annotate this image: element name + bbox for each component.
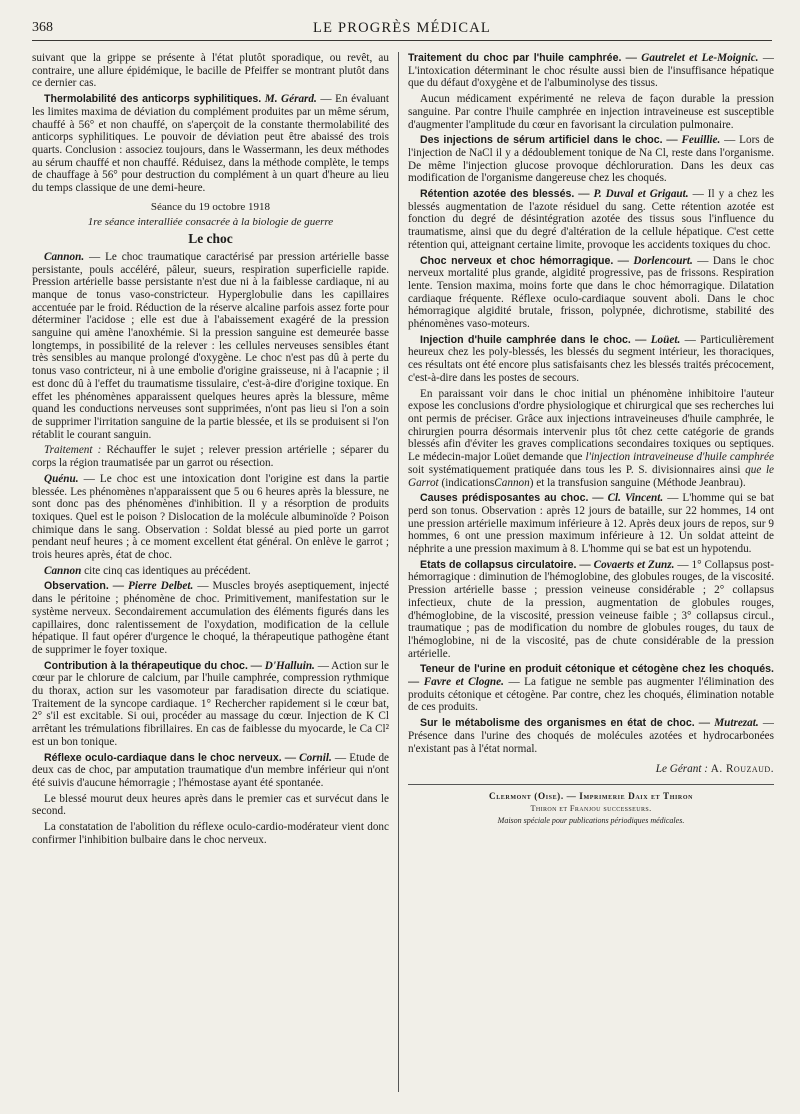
article-retention (408, 188, 774, 252)
article-author: — Dorlencourt. (617, 254, 693, 267)
article-choc-nerveux (408, 255, 774, 331)
article-author: — Loüet. (635, 333, 681, 346)
huile-paragraph-2: Aucun médicament expérimenté ne releva de façon durable la pression sanguine. Par contre l'huile camphrée en injection intraveineuse est susceptible d'augmenter l'amplitude du cœur en favorisant la circulation pulmonaire. (408, 93, 774, 131)
article-observation (32, 580, 389, 656)
article-author: — Pierre Delbet. (112, 580, 194, 593)
article-text: — Le choc est une intoxication dont l'origine est dans la partie blessée. Les phénomènes n'apparaissent que 5 ou 6 heures après la blessure, ne sont donc pas des phénomènes d'inhibition. Il y a résorption de produits toxiques. Quel est le poison ? Dislocation de la molécule albuminoïde ? Poison chimique dans le sang. Observation : Soldat blessé au pied porte un garrot pendant neuf heures ; à ce moment excellent état général. On enlève le garrot ; trois heures après, état de choc. (32, 472, 389, 562)
text-run: (indications (441, 476, 495, 489)
reflexe-paragraph-2: Le blessé mourut deux heures après dans le premier cas et survécut dans le second. (32, 792, 389, 818)
reflexe-paragraph-3: La constatation de l'abolition du réflexe oculo-cardio-modérateur vient donc confirmer l'inhibition bulbaire dans le choc nerveux. (32, 821, 389, 846)
article-title: Choc nerveux et choc hémorragique. (420, 254, 614, 267)
article-author: Quénu. (44, 472, 79, 485)
article-author: — P. Duval et Grigaut. (578, 188, 689, 201)
article-author: — Covaerts et Zunz. (579, 558, 675, 571)
article-causes (408, 492, 774, 556)
article-text: — Présence dans l'urine des choqués de molécules azotées et hydrocarbonées n'existant pas à l'état normal. (408, 717, 774, 755)
article-reflexe (32, 752, 389, 790)
article-title: Sur le métabolisme des organismes en état de choc. (420, 717, 695, 730)
article-text: — Etude de deux cas de choc, par amputation traumatique d'un membre inférieur qui n'ont été suivis d'aucune hémorragie ; l'hémostase ayant été spontanée. (32, 751, 389, 789)
article-cannon-cases (32, 565, 389, 578)
article-title: Observation. (44, 580, 109, 593)
article-title: Rétention azotée des blessés. (420, 188, 575, 201)
article-quenu (32, 473, 389, 562)
article-author: M. Gérard. (264, 93, 317, 106)
article-text: — Il y a chez les blessés augmentation de l'azote résiduel du sang. Cette rétention azotée est fonction du degré de désintégration azotée des tissus sous l'influence du traumatisme, ainsi que du degré d'altération de la cellule hépatique. C'est cette rétention qui, atteignant certaine limite, provoque les accidents toxiques du choc. (408, 188, 774, 251)
imprint-line-1: Clermont (Oise). — Imprimerie Daix et Thiron (488, 790, 694, 801)
article-text: — Action sur le cœur par le chlorure de calcium, par l'huile camphrée, compression rythmique du thorax, action sur les vasomoteur par faradisation directe du sciatique. Traitement de la syncope cardiaque. 1° Rechercher rapidement si le cœur bat, 2° s'il est excitable. Si oui, procéder au massage du cœur. Injection de K Cl arrêtant les trémulations fibrillaires. En cas de faiblesse du myocarde, le Ca Cl² est un bon tonique. (32, 659, 389, 748)
article-text: — Dans le choc nerveux mortalité plus grande, algidité progressive, pas de frissons. Respiration lente. Tension maxima, moins forte que dans le choc hémorragique. Dilatation cardiaque fréquente. Réflexe oculo-cardiaque souvent aboli. Dans le choc hémorragique algidité brutale, frisson, polypnée, dichrotisme, stabilité des phénomènes vaso-moteurs. (408, 254, 774, 331)
printer-imprint (408, 784, 774, 828)
article-text: cite cinq cas identiques au précédent. (84, 564, 251, 577)
article-author: — Gautrelet et Le-Moignic. (625, 52, 759, 64)
text-run: soit systématiquement pratiquée dans tous les P. S. divisionnaires ainsi (408, 463, 741, 476)
article-thermolabilite (32, 93, 389, 195)
article-serum (408, 134, 774, 185)
page-number: 368 (32, 20, 53, 35)
article-author: Cannon (44, 564, 82, 577)
article-cannon (32, 251, 389, 442)
text-run: ) et la transfusion sanguine (Méthode Jeanbrau). (529, 476, 746, 489)
seance-subtitle: 1re séance interalliée consacrée à la biologie de guerre (87, 216, 334, 229)
right-column (408, 52, 774, 1092)
emphasis-text: que le Garrot (408, 463, 774, 489)
text-run: En paraissant voir dans le choc initial un phénomène inhibitoire l'auteur expose les conclusions d'ordre physiologique et chirurgical que ses recherches lui ont permis de préciser. Grâce aux injections intraveineuses d'huile camphrée, le chirurgien pourra désormais intervenir plus tôt chez cette catégorie de grands blessés afin d'éviter les graves complications secondaires toxiques ou septiques. Le médecin-major Loüet demande que (408, 387, 774, 464)
article-text: Réchauffer le sujet ; relever pression artérielle ; séparer du corps la région traumatisée par un garrot ou résection. (32, 444, 389, 470)
article-author: — Mutrezat. (698, 717, 759, 730)
imprint-line-2: Thiron et Franjou successeurs. (530, 803, 652, 813)
article-title: Thermolabilité des anticorps syphilitiques. (44, 93, 262, 106)
emphasis-text: l'injection intraveineuse d'huile camphrée (585, 451, 774, 464)
page-header (32, 18, 772, 41)
article-author: — Favre et Clogne. (408, 676, 504, 689)
article-text: — Lors de l'injection de NaCl il y a dédoublement tonique de Na Cl, reste dans l'organisme. De même l'injection glucose provoque déchloruration. Dans les deux cas modification de l'organisme dangereuse chez les choqués. (408, 134, 774, 185)
article-text: — La fatigue ne semble pas augmenter l'élimination des produits cétonique et cétogène. Par contre, chez les choqués, élimination notable de ces produits. (408, 676, 774, 714)
article-title: Réflexe oculo-cardiaque dans le choc nerveux. (44, 751, 282, 764)
traitement-label: Traitement : (44, 444, 102, 457)
article-title: Causes prédisposantes au choc. (420, 492, 589, 505)
article-text: — L'homme qui se bat perd son tonus. Observation : après 12 jours de bataille, sur 22 hommes, 14 ont une pression artérielle maximum inférieure à 12. Après deux jours de repos, sur 9 hommes, 6 ont une pression maximum inférieure à 12. Un soldat atteint de néphrite a une pression maximum à 8. L'homme qui se bat est un hypotendu. (408, 492, 774, 556)
article-author: — Feuillie. (666, 134, 721, 147)
article-text: — 1° Collapsus post-hémorragique : diminution de l'hémoglobine, des globules rouges, de la viscosité. Pression artérielle basse ; pression veineuse considérable ; 2° collapsus infectieux, chute de la pression, augmentation de globules rouges, d'hémoglobine, de la viscosité, pression veineuse faible ; 3° collapsus circul., traumatique ; pas de modification du nombre de globules rouges, du taux de l'hémoglobine, ni de la viscosité, pas de chute considérable de la pression artérielle. (408, 558, 774, 660)
article-teneur (408, 663, 774, 714)
intro-paragraph: suivant que la grippe se présente à l'état plutôt sporadique, ou revêt, au contraire, une allure épidémique, le bacille de Pfeiffer se montrant plutôt dans ce dernier cas. (32, 52, 389, 90)
article-author: Cannon. (44, 250, 85, 263)
article-title: Teneur de l'urine en produit cétonique et cétogène chez les choqués. (420, 663, 774, 676)
article-text: — L'intoxication déterminant le choc résulte aussi bien de l'insuffisance hépatique que du défaut d'oxygène et de l'albuminolyse des tissus. (408, 52, 774, 90)
article-contribution (32, 660, 389, 749)
article-text: — Muscles broyés aseptiquement, injecté dans le péritoine ; phénomène de choc. Primitivement, manifestation sur le système nerveux. Secondairement accumulation des éléments figurés dans les capillaires, donc ralentissement de l'oxydation, modification de la cellule hépatique. Il faut opérer d'urgence le choqué, la thérapeutique pathogène étant de supprimer le foyer toxique. (32, 580, 389, 656)
article-text: — En évaluant les limites maxima de déviation du complément produites par un même sérum, chauffé à 56° et non chauffé, on s'aperçoit de la constante thermolabilité des anticorps syphilitiques. Le pouvoir de déviation peut être abaissé des trois quarts. Conclusion : associez toujours, dans le Wassermann, les deux méthodes au sérum chauffé et non chauffé. Réduisez, dans la méthode complète, le temps de chauffage à 56° pour destruction du complément à un quart d'heure au lieu du temps classique de une demi-heure. (32, 93, 389, 195)
left-column (32, 52, 389, 1092)
injection-paragraph-2 (408, 388, 774, 490)
article-collapsus (408, 559, 774, 661)
column-divider (398, 52, 399, 1092)
article-author: — Cl. Vincent. (592, 492, 664, 505)
gerant-label: Le Gérant : (655, 763, 708, 776)
journal-title: LE PROGRÈS MÉDICAL (313, 20, 491, 36)
gerant-name: A. Rouzaud. (710, 763, 774, 776)
section-title: Le choc (188, 231, 233, 247)
article-traitement (32, 444, 389, 469)
article-title: Des injections de sérum artificiel dans le choc. (420, 134, 663, 147)
article-title: Injection d'huile camphrée dans le choc. (420, 333, 631, 346)
imprint-line-3: Maison spéciale pour publications périodiques médicales. (497, 816, 685, 826)
article-title: Etats de collapsus circulatoire. (420, 558, 577, 571)
article-injection (408, 334, 774, 385)
article-title: Contribution à la thérapeutique du choc. (44, 659, 248, 672)
article-author: — D'Halluin. (250, 659, 315, 672)
article-text: — Le choc traumatique caractérisé par pression artérielle basse persistante, pouls accéléré, pâleur, sueurs, respiration superficielle rapide. Pression artérielle basse persistante n'est due ni à la faiblesse cardiaque, ni au manque de tonus vaso-constricteur. Hyperglobulie dans les capillaires accentuée par le froid. Réduction de la réserve alcaline parfois assez forte pour déterminer l'acidose ; elle est due à l'abaissement exagéré de la pression sanguine qui amène l'anoxhémie. Si la pression sanguine est demeurée basse longtemps, in possibilité de la relever : les cellules nerveuses sensibles étant très sensibles au manque prolongé d'oxygène. Le choc n'est pas dû à perte du tonus vaso contricteur, ni à une embolie d'origine graisseuse, ni à l'acapnie ; il est donc dû à l'effet du traumatisme tissulaire, c'est-à-dire d'origine toxique. En effet les phénomènes apparaissent quelques heures après la blessure, même quand les conductions nerveuses sont supprimées, n'ont pas lieu si l'on a soin de supprimer l'irritation sanguine de la partie blessée, et ils se produisent si l'on rétablit le courant sanguin. (32, 250, 389, 441)
article-huile-camphree (408, 52, 774, 90)
article-text: — Particulièrement heureux chez les poly-blessés, les blessés du segment intérieur, les thoraciques, ces résultats ont été encore plus satisfaisants chez les blessés traités précocement, c'est-à-dire dans les postes de secours. (408, 333, 774, 384)
article-title: Traitement du choc par l'huile camphrée. (408, 52, 622, 64)
article-metabolisme (408, 717, 774, 755)
article-author: — Cornil. (284, 751, 332, 764)
emphasis-text: Cannon (494, 476, 530, 489)
gerant-signature (408, 763, 774, 776)
seance-date: Séance du 19 octobre 1918 (150, 200, 271, 213)
